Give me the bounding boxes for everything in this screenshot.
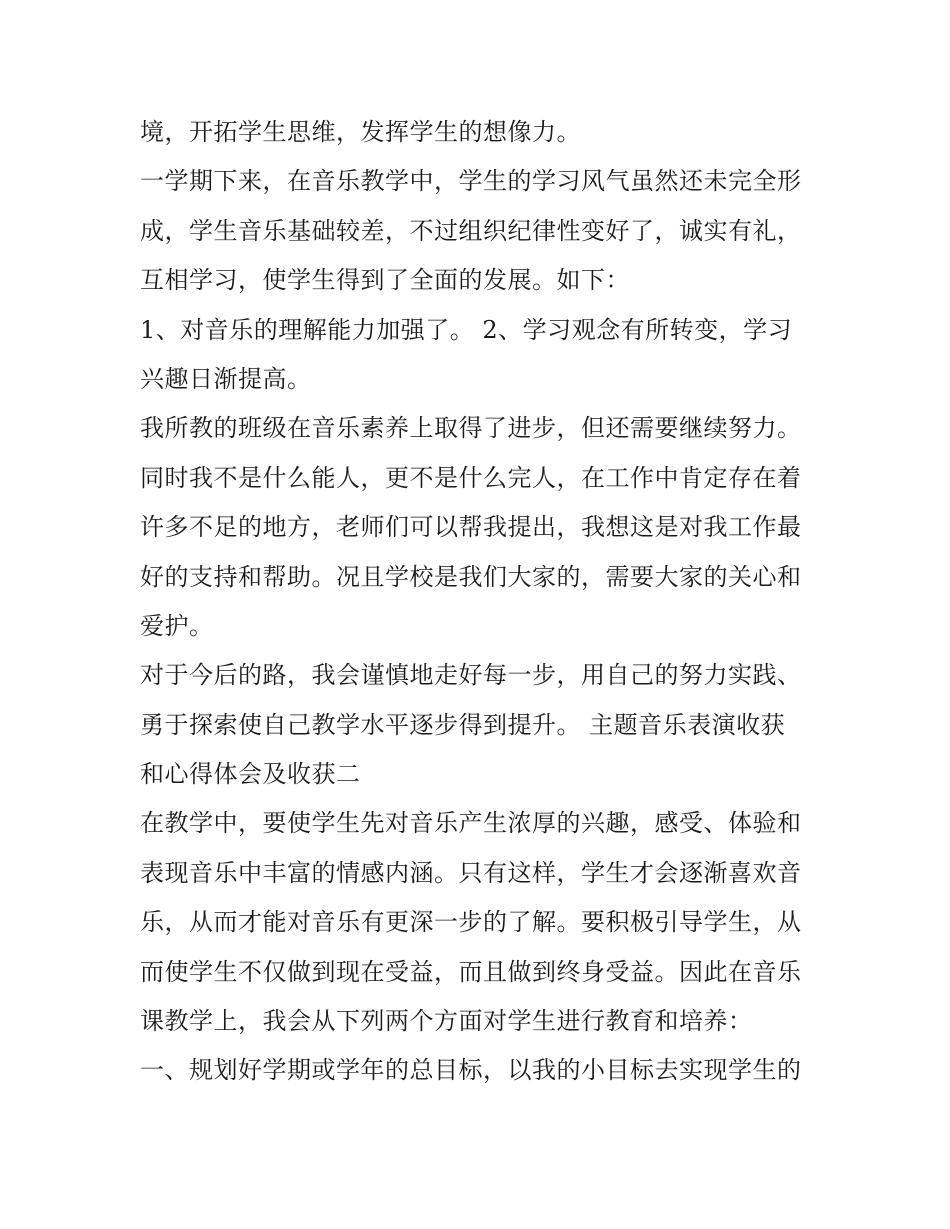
text-line: 爱护。 (140, 611, 214, 640)
text-line: 和心得体会及收获二 (140, 760, 361, 789)
text-line: 对于今后的路，我会谨慎地走好每一步，用自己的努力实践、 (140, 661, 802, 690)
text-line: 而使学生不仅做到现在受益，而且做到终身受益。因此在音乐 (140, 957, 802, 986)
text-line: 1、对音乐的理解能力加强了。 2、学习观念有所转变，学习 (140, 315, 793, 344)
text-line: 互相学习，使学生得到了全面的发展。如下： (140, 266, 630, 295)
text-line: 成，学生音乐基础较差，不过组织纪律性变好了，诚实有礼， (140, 216, 802, 245)
document-body-text (140, 108, 830, 1096)
text-line: 乐，从而才能对音乐有更深一步的了解。要积极引导学生，从 (140, 908, 802, 937)
text-line: 好的支持和帮助。况且学校是我们大家的，需要大家的关心和 (140, 562, 802, 591)
text-line: 同时我不是什么能人，更不是什么完人，在工作中肯定存在着 (140, 463, 802, 492)
text-line: 许多不足的地方，老师们可以帮我提出，我想这是对我工作最 (140, 513, 802, 542)
text-line: 勇于探索使自己教学水平逐步得到提升。 主题音乐表演收获 (140, 710, 786, 739)
text-line: 表现音乐中丰富的情感内涵。只有这样，学生才会逐渐喜欢音 (140, 858, 802, 887)
text-line: 一、规划好学期或学年的总目标，以我的小目标去实现学生的 (140, 1056, 802, 1085)
text-line: 一学期下来，在音乐教学中，学生的学习风气虽然还未完全形 (140, 167, 802, 196)
text-line: 课教学上，我会从下列两个方面对学生进行教育和培养： (140, 1007, 753, 1036)
text-line: 境，开拓学生思维，发挥学生的想像力。 (140, 118, 581, 146)
text-line: 我所教的班级在音乐素养上取得了进步，但还需要继续努力。 (140, 414, 802, 443)
text-line: 在教学中，要使学生先对音乐产生浓厚的兴趣，感受、体验和 (140, 809, 802, 838)
text-line: 兴趣日渐提高。 (140, 364, 312, 393)
